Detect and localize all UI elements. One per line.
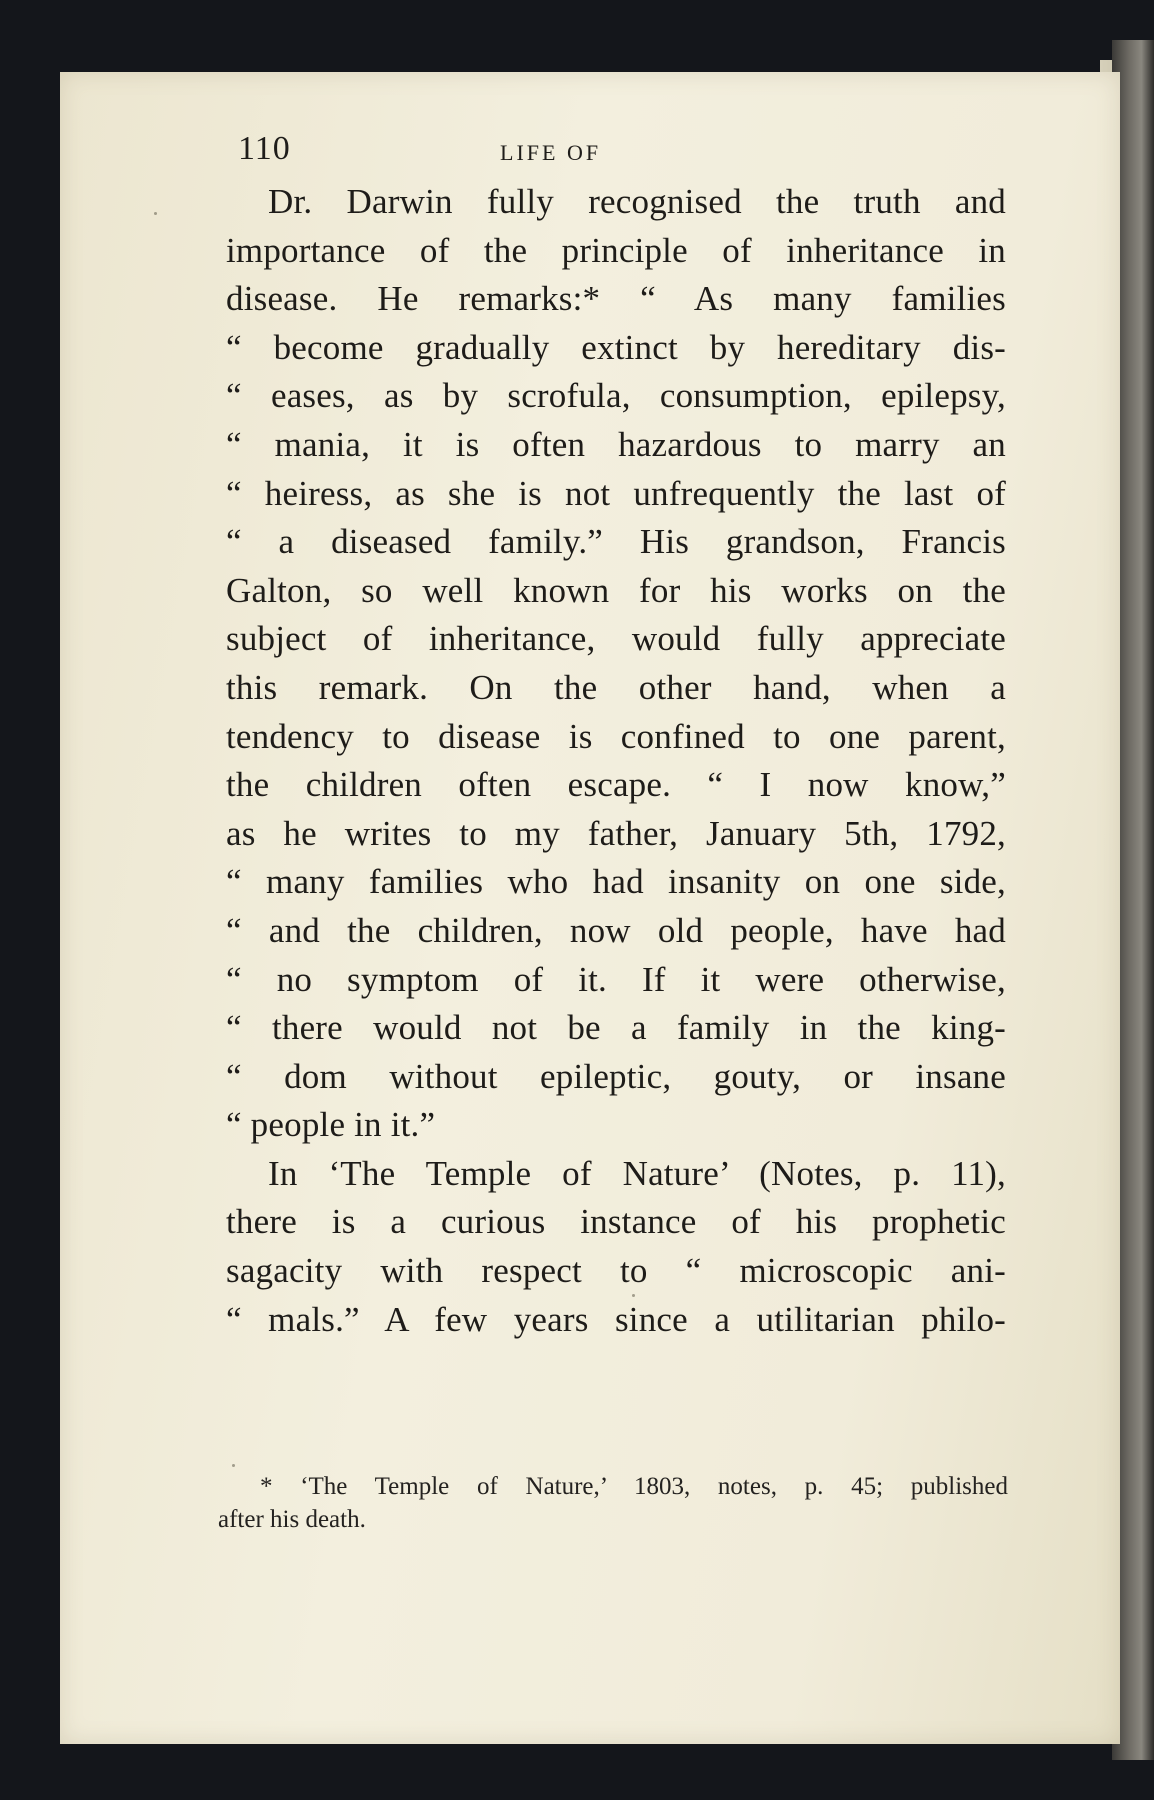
body-text: [226, 178, 1006, 1344]
text-line: there is a curious instance of his prophetic: [226, 1202, 1006, 1242]
footnote-line: * ‘The Temple of Nature,’ 1803, notes, p. 45; published: [260, 1473, 1008, 1500]
text-line: “ many families who had insanity on one side,: [226, 862, 1006, 902]
text-line: “ become gradually extinct by hereditary dis-: [226, 327, 1006, 367]
page-header: [238, 130, 1018, 170]
footnote-line: after his death.: [218, 1506, 366, 1533]
text-line: “ there would not be a family in the king-: [226, 1008, 1006, 1048]
text-line: “ heiress, as she is not unfrequently the last of: [226, 473, 1006, 513]
text-line: sagacity with respect to “ microscopic ani-: [226, 1251, 1006, 1291]
text-line: “ and the children, now old people, have had: [226, 910, 1006, 950]
running-head: LIFE OF: [500, 140, 602, 165]
text-line: “ mals.” A few years since a utilitarian philo-: [226, 1299, 1006, 1339]
text-line: “ eases, as by scrofula, consumption, epilepsy,: [226, 376, 1006, 416]
text-line: In ‘The Temple of Nature’ (Notes, p. 11),: [268, 1153, 1006, 1193]
text-line: “ a diseased family.” His grandson, Francis: [226, 522, 1006, 562]
text-line: as he writes to my father, January 5th, 1792,: [226, 813, 1006, 853]
text-line: “ dom without epileptic, gouty, or insane: [226, 1056, 1006, 1096]
paper-speck: [232, 1464, 235, 1467]
text-line: Galton, so well known for his works on the: [226, 570, 1006, 610]
text-line: subject of inheritance, would fully appreciate: [226, 619, 1006, 659]
text-line: the children often escape. “ I now know,”: [226, 765, 1006, 805]
paper-speck: [154, 212, 157, 215]
text-line: “ mania, it is often hazardous to marry an: [226, 424, 1006, 464]
text-line: tendency to disease is confined to one parent,: [226, 716, 1006, 756]
text-line: “ people in it.”: [226, 1105, 436, 1145]
text-line: importance of the principle of inheritance in: [226, 230, 1006, 270]
text-line: this remark. On the other hand, when a: [226, 667, 1006, 707]
footnote: [218, 1470, 1008, 1536]
page-number: 110: [238, 130, 291, 167]
text-line: “ no symptom of it. If it were otherwise,: [226, 959, 1006, 999]
text-line: Dr. Darwin fully recognised the truth and: [268, 182, 1006, 221]
text-line: disease. He remarks:* “ As many families: [226, 279, 1006, 319]
